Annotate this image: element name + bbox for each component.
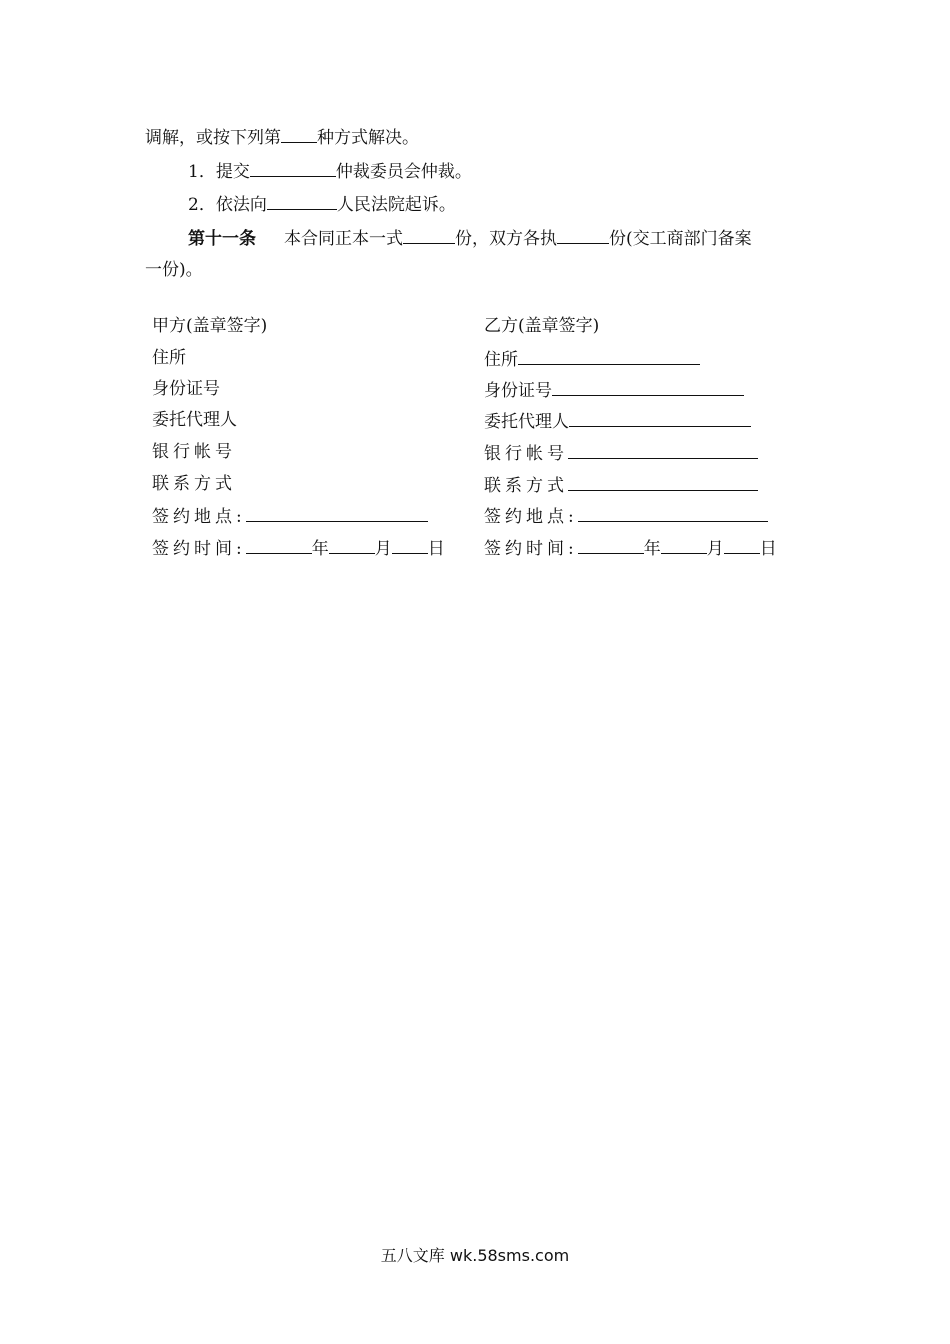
party-a-id: 身份证号	[152, 379, 220, 399]
blank-party-b-day	[724, 535, 760, 554]
paragraph-dispute: 调解，或按下列第 种方式解决。	[145, 124, 419, 150]
blank-party-b-year	[578, 535, 644, 554]
blank-party-b-bank	[568, 440, 758, 459]
party-a-place: 签约地点:	[152, 503, 428, 529]
party-b-bank: 银行帐号	[484, 440, 758, 466]
blank-party-a-day	[392, 535, 428, 554]
party-b-address: 住所	[484, 346, 700, 372]
blank-arbitration-committee	[250, 158, 336, 177]
paragraph-court: 2．依法向 人民法院起诉。	[188, 191, 456, 217]
party-b-place: 签约地点:	[484, 503, 768, 529]
party-a-bank: 银行帐号	[152, 442, 236, 462]
party-b-agent: 委托代理人	[484, 408, 751, 434]
party-a-time: 签约时间: 年 月 日	[152, 535, 445, 561]
party-b-id: 身份证号	[484, 377, 744, 403]
party-a-agent: 委托代理人	[152, 410, 237, 430]
blank-copies-each	[557, 225, 609, 244]
party-b-contact: 联系方式	[484, 472, 758, 498]
footer-watermark: 五八文库 wk.58sms.com	[380, 1246, 570, 1265]
blank-party-a-year	[246, 535, 312, 554]
blank-party-b-month	[661, 535, 707, 554]
party-b-title: 乙方(盖章签字)	[484, 316, 600, 336]
article-heading: 第十一条	[188, 229, 256, 249]
party-b-time: 签约时间: 年 月 日	[484, 535, 777, 561]
blank-party-a-month	[329, 535, 375, 554]
blank-court	[267, 191, 337, 210]
blank-party-b-id	[552, 377, 744, 396]
blank-copies-total	[403, 225, 455, 244]
article-eleven-cont: 一份)。	[145, 260, 203, 280]
paragraph-arbitration: 1．提交 仲裁委员会仲裁。	[188, 158, 472, 184]
blank-party-a-place	[246, 503, 428, 522]
party-a-title: 甲方(盖章签字)	[152, 316, 268, 336]
blank-method	[281, 124, 317, 143]
blank-party-b-address	[518, 346, 700, 365]
party-a-contact: 联系方式	[152, 474, 236, 494]
article-eleven: 第十一条 本合同正本一式 份，双方各执 份(交工商部门备案	[188, 225, 752, 251]
blank-party-b-contact	[568, 472, 758, 491]
party-a-address: 住所	[152, 348, 186, 368]
blank-party-b-agent	[569, 408, 751, 427]
blank-party-b-place	[578, 503, 768, 522]
